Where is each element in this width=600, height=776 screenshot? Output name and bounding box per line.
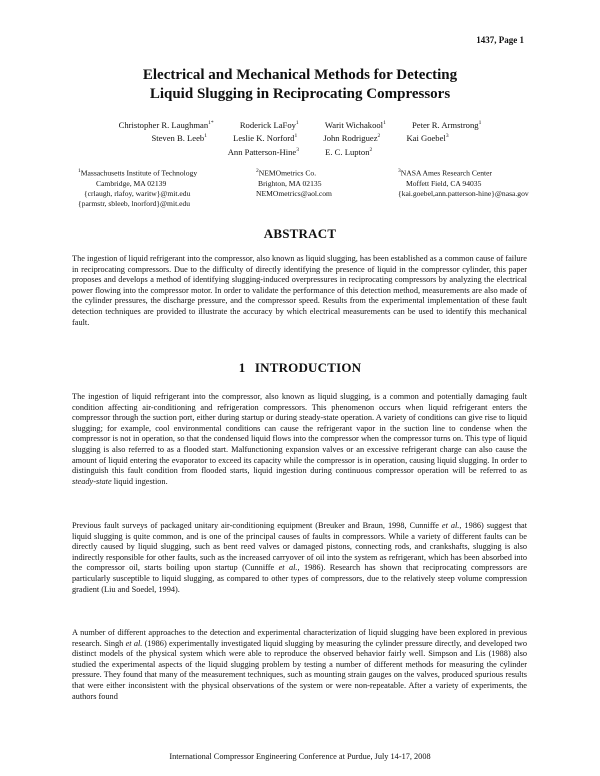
abstract-heading: ABSTRACT [263, 226, 337, 241]
author: Steven B. Leeb$^1$ [151, 133, 207, 144]
author-list [0, 118, 600, 158]
title-line-2: Liquid Slugging in Reciprocating Compressors [149, 86, 451, 102]
title-line-1: Electrical and Mechanical Methods for Detecting [142, 67, 458, 83]
affiliation-nemometrics: $^2$NEMOmetrics Co. Brighton, MA 02135 NEMOmetrics@aol.com [256, 168, 332, 198]
author: Leslie K. Norford$^1$ [233, 133, 298, 144]
author-row-1 [0, 118, 600, 131]
affiliation-mit: $^1$Massachusetts Institute of Technology Cambridge, MA 02139 {crlaugh, rlafoy, waritw}@mit.edu {parmstr, sbleeb, lnorford}@mit.edu [78, 168, 198, 208]
intro-paragraph-3: A number of different approaches to the detection and experimental characterization of liquid slugging have been explored in previous research. Singh et al. (1986) experimentally investigated liquid slugging by measuring the cylinder pressure directly, and developed two distinct models of the physical system which were able to reproduce the observed behavior fairly well. Simpson and Lis (1988) also studied the experimental aspects of the liquid slugging problem by testing a number of different methods for measuring the cylinder pressure. They found that many of the measurement techniques, such as mounting strain gauges on the valves, produced spurious results that were either inconsistent with the physical observations of the system or were non-repeatable. After a variety of experiments, the authors found [72, 628, 527, 701]
page-footer: International Compressor Engineering Conference at Purdue, July 14-17, 2008 [169, 752, 431, 761]
author: Ann Patterson-Hine$^3$ [227, 146, 299, 157]
intro-paragraph-2: Previous fault surveys of packaged unitary air-conditioning equipment (Breuker and Braun, 1998, Cunniffe et al., 1986) suggest that liquid slugging is quite common, and is one of the principal causes of faults in compressors. While a variety of different faults can be directly caused by liquid slugging, such as bent reed valves or damaged pistons, connecting rods, and crankshafts, slugging is also indirectly responsible for other faults, such as the increased carryover of oil into the system as refrigerant, which has been absorbed into the compressor oil, starts boiling upon startup (Cunniffe et al., 1986). Research has shown that reciprocating compressors are particularly susceptible to liquid slugging, as compared to other types of compressors, due to the relatively steep volume compression gradient (Liu and Soedel, 1994). [72, 521, 528, 594]
author: John Rodriguez$^2$ [323, 133, 381, 144]
affiliation-nasa: $^3$NASA Ames Research Center Moffett Field, CA 94035 {kai.goebel,ann.patterson-hine}@nasa.gov [398, 168, 529, 198]
page-number: 1437, Page 1 [476, 35, 524, 45]
author: Warit Wichakool$^1$ [324, 119, 386, 130]
author: Kai Goebel$^3$ [406, 133, 449, 144]
author-row-2 [0, 131, 600, 144]
author: Christopher R. Laughman$^{1*}$ [118, 119, 214, 130]
introduction-heading: 1 INTRODUCTION [238, 360, 362, 375]
paper-title [0, 66, 600, 104]
author: Roderick LaFoy$^1$ [239, 119, 299, 130]
abstract-text: The ingestion of liquid refrigerant into the compressor, also known as liquid slugging, has been established as a common cause of failure in reciprocating compressors. Due to the difficulty of directly identifying the presence of liquid in the compressor cylinder, this paper proposes and develops a method of identifying slugging-induced overpressures in reciprocating compressors by analyzing the electrical power flowing into the compressor motor. In order to validate the performance of this detection method, measurements are also made of the cylinder pressures, the discharge pressure, and the compressor speed. Results from the experimental implementation of these fault detection techniques are provided to illustrate the accuracy by which electrical measurements can be used to identify this mechanical fault. [72, 254, 527, 327]
author: Peter R. Armstrong$^1$ [411, 119, 482, 130]
intro-paragraph-1: The ingestion of liquid refrigerant into the compressor, also known as liquid slugging, is a common and potentially damaging fault condition affecting air-conditioning and refrigeration compressors. This phenomenon occurs when liquid refrigerant enters the compressor through the suction port, either during startup or during steady-state operation. A variety of conditions can give rise to liquid slugging; for example, cool environmental conditions can cause the refrigerant vapor in the suction line to condense when the compressor is not in operation, so that the condensed liquid flows into the compressor when the compressor turns on. This type of liquid slugging is also referred to as a flooded start. Malfunctioning expansion valves or an excessive refrigerant charge can also cause the amount of liquid entering the evaporator to exceed its capacity while the compressor is in operation, causing liquid slugging. In order to distinguish this fault condition from flooded starts, liquid ingestion during continuous compressor operation will be referred to as steady-state liquid ingestion. [72, 392, 527, 486]
author-row-3 [0, 145, 600, 158]
author: E. C. Lupton$^2$ [325, 146, 373, 157]
